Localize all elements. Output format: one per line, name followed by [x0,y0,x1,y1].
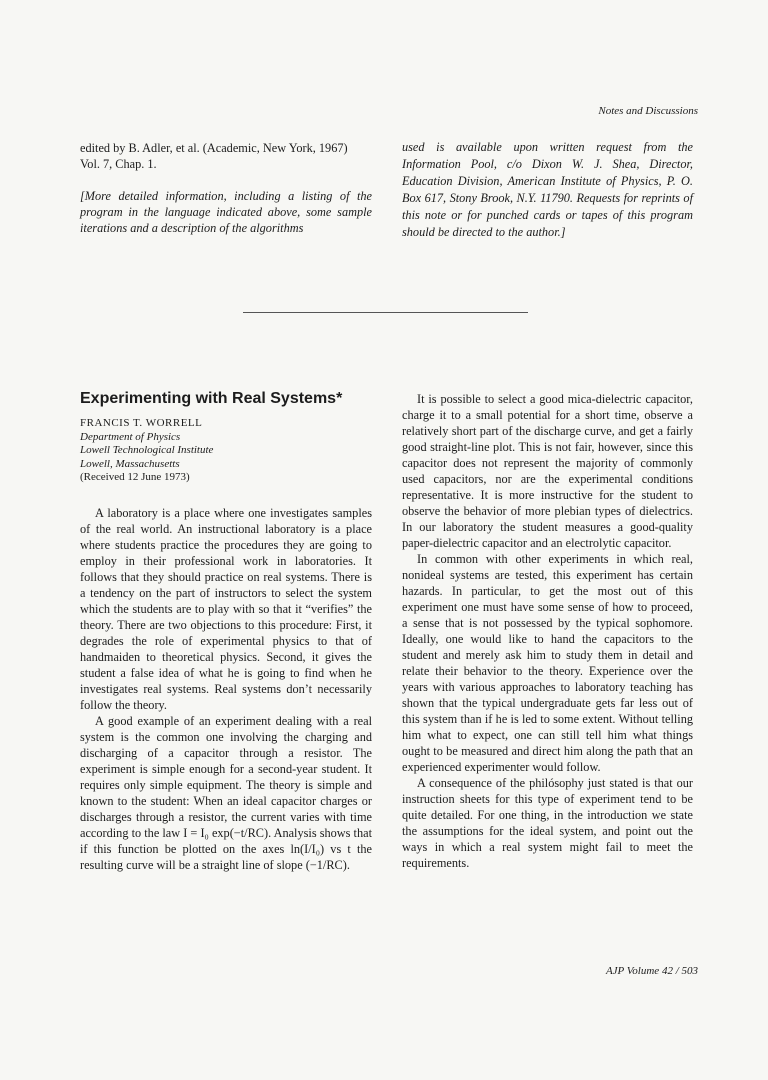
author-name: FRANCIS T. WORRELL [80,417,203,429]
body-right-column [402,391,693,871]
citation-line-1: edited by B. Adler, et al. (Academic, New York, 1967) [80,141,348,155]
article-title: Experimenting with Real Systems* [80,390,343,407]
editorial-note: [More detailed information, including a listing of the program in the language indicated above, some sample iterations and a description of the algorithms [80,189,372,235]
top-right-column [402,139,693,241]
section-divider [243,312,528,313]
article-byline [80,417,372,485]
body-paragraph: A good example of an experiment dealing with a real system is the common one involving the charging and discharging of a capacitor through a resistor. The experiment is simple enough for a second-year student. It requires only simple equipment. The theory is simple and known to the student: When an ideal capacitor charges or discharges through a resistor, the current varies with time according to the law I = I₀ exp(−t/RC). Analysis shows that if this function be plotted on the axes ln(I/I₀) vs t the resulting curve will be a straight line of slope (−1/RC). [80,714,372,872]
author-location: Lowell, Massachusetts [80,457,180,470]
body-paragraph: A laboratory is a place where one investigates samples of the real world. An instructional laboratory is a place where students practice the procedures they are going to employ in their professional work in laboratories. It follows that they should practice on real systems. There is a tendency on the part of instructors to select the system which the students are to play with so that it “verifies” the theory. There are two objections to this procedure: First, it degrades the role of experimental physics to that of handmaiden to theoretical physics. Second, it gives the student a false idea of what he is going to find when he investigates real systems. Real systems don’t necessarily follow the theory. [80,506,372,712]
citation-line-2: Vol. 7, Chap. 1. [80,157,157,171]
editorial-note-continued: used is available upon written request from the Information Pool, c/o Dixon W. J. Shea, Director, Education Division, American Institute of Physics, P. O. Box 617, Stony Brook, N.Y. 11790. Requests for reprints of this note or for punched cards or tapes of this program should be directed to the author.] [402,140,693,239]
running-head: Notes and Discussions [598,105,698,117]
received-date: (Received 12 June 1973) [80,471,190,483]
body-paragraph: A consequence of the philósophy just stated is that our instruction sheets for this type of experiment tend to be quite detailed. For one thing, in the introduction we state the assumptions for the ideal system, and point out the ways in which a real system might fail to meet the requirements. [402,776,693,870]
body-paragraph: In common with other experiments in which real, nonideal systems are tested, this experiment has certain hazards. In particular, to get the most out of this experiment one must have some sense of how to proceed, a sense that is not possessed by the typical sophomore. Ideally, one would like to hand the capacitors to the student and merely ask him to study them in detail and relate their behavior to the theory. Experience over the years with various approaches to laboratory teaching has shown that the typical undergraduate gets far less out of this system than if he is led to some extent. Without telling him what to expect, one can still tell him what things ought to be measured and direct him along the path that an experienced experimenter would follow. [402,552,693,774]
body-left-column [80,505,372,873]
page-footer: AJP Volume 42 / 503 [605,965,698,977]
author-department: Department of Physics [80,430,181,443]
body-paragraph: It is possible to select a good mica-dielectric capacitor, charge it to a small potential for a short time, observe a relatively short part of the discharge curve, and get a fairly good straight-line plot. This is not fair, however, since this capacitor does not represent the majority of commonly used capacitors, nor are the experimental conditions representative. It is more instructive for the student to observe the behavior of more plebian types of dielectrics. In our laboratory the student measures a good-quality paper-dielectric capacitor and an electrolytic capacitor. [402,392,693,550]
author-institution: Lowell Technological Institute [80,444,214,456]
top-left-column [80,140,372,236]
